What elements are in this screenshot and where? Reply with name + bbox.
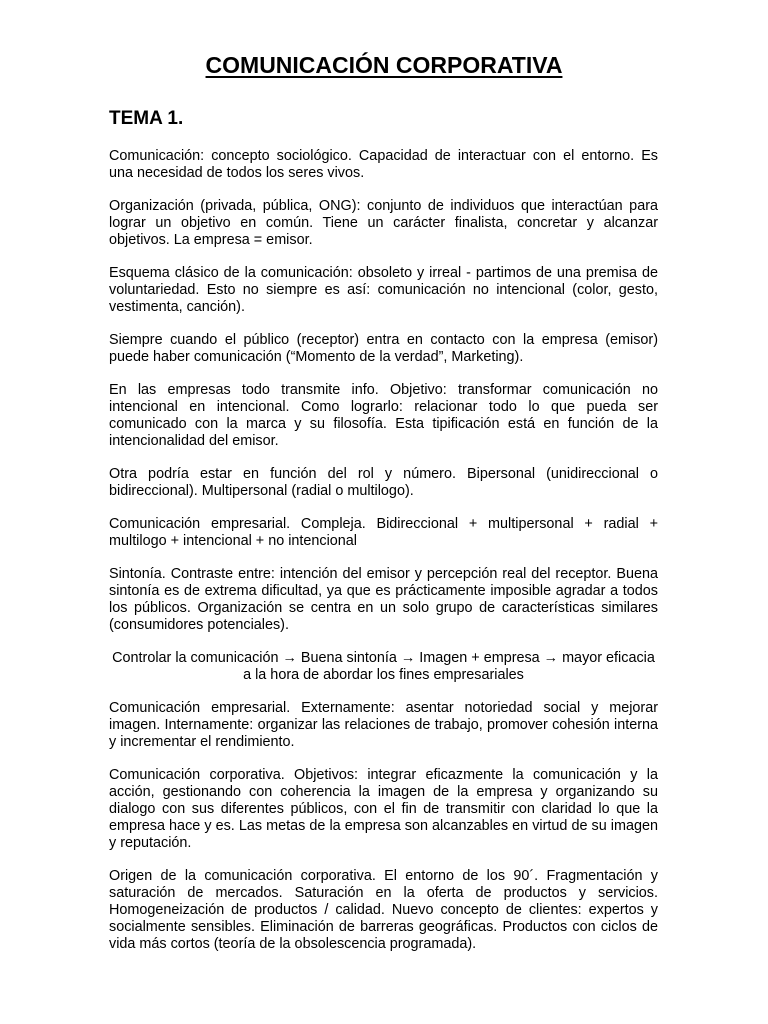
section-heading: TEMA 1. — [109, 108, 184, 129]
paragraph-rol-numero: Otra podría estar en función del rol y número. Bipersonal (unidireccional o bidireccional). Multipersonal (radial o multilogo). — [109, 466, 658, 499]
paragraph-empresas-transmite: En las empresas todo transmite info. Objetivo: transformar comunicación no intencional en intencional. Como lograrlo: relacionar todo lo que pueda ser comunicado con la marca y su filosofía. Esta tipificación está en función de la intencionalidad del emisor. — [109, 382, 658, 449]
paragraph-comunicacion-empresarial: Comunicación empresarial. Compleja. Bidireccional + multipersonal + radial + multilogo + intencional + no intencional — [109, 516, 658, 549]
document-title: COMUNICACIÓN CORPORATIVA — [205, 52, 563, 78]
paragraph-organizacion: Organización (privada, pública, ONG): conjunto de individuos que interactúan para lograr un objetivo en común. Tiene un carácter finalista, concretar y alcanzar objetivos. La empresa = emisor. — [109, 198, 658, 248]
paragraph-esquema-clasico: Esquema clásico de la comunicación: obsoleto y irreal - partimos de una premisa de voluntariedad. Esto no siempre es así: comunicación no intencional (color, gesto, vestimenta, canción). — [109, 265, 658, 315]
paragraph-controlar-comunicacion: Controlar la comunicación → Buena sintonía → Imagen + empresa → mayor eficacia a la hora de abordar los fines empresariales — [112, 650, 655, 683]
paragraph-origen: Origen de la comunicación corporativa. El entorno de los 90´. Fragmentación y saturación de mercados. Saturación en la oferta de productos y servicios. Homogeneización de productos / calidad. Nuevo concepto de clientes: expertos y socialmente sensibles. Eliminación de barreras geográficas. Productos con ciclos de vida más cortos (teoría de la obsolescencia programada). — [109, 868, 658, 952]
paragraph-sintonia: Sintonía. Contraste entre: intención del emisor y percepción real del receptor. Buena sintonía es de extrema dificultad, ya que es prácticamente imposible agradar a todos los públicos. Organización se centra en un solo grupo de características similares (consumidores potenciales). — [109, 566, 658, 633]
paragraph-comunicacion: Comunicación: concepto sociológico. Capacidad de interactuar con el entorno. Es una necesidad de todos los seres vivos. — [109, 148, 658, 181]
body-text — [109, 148, 658, 969]
paragraph-publico-receptor: Siempre cuando el público (receptor) entra en contacto con la empresa (emisor) puede haber comunicación (“Momento de la verdad”, Marketing). — [109, 332, 658, 365]
paragraph-comunicacion-corporativa-objetivos: Comunicación corporativa. Objetivos: integrar eficazmente la comunicación y la acción, gestionando con coherencia la imagen de la empresa y organizando su dialogo con sus diferentes públicos, con el fin de transmitir con claridad lo que la empresa hace y es. Las metas de la empresa son alcanzables en virtud de su imagen y reputación. — [109, 767, 658, 851]
paragraph-externamente-internamente: Comunicación empresarial. Externamente: asentar notoriedad social y mejorar imagen. Internamente: organizar las relaciones de trabajo, promover cohesión interna y incrementar el rendimiento. — [109, 700, 658, 750]
